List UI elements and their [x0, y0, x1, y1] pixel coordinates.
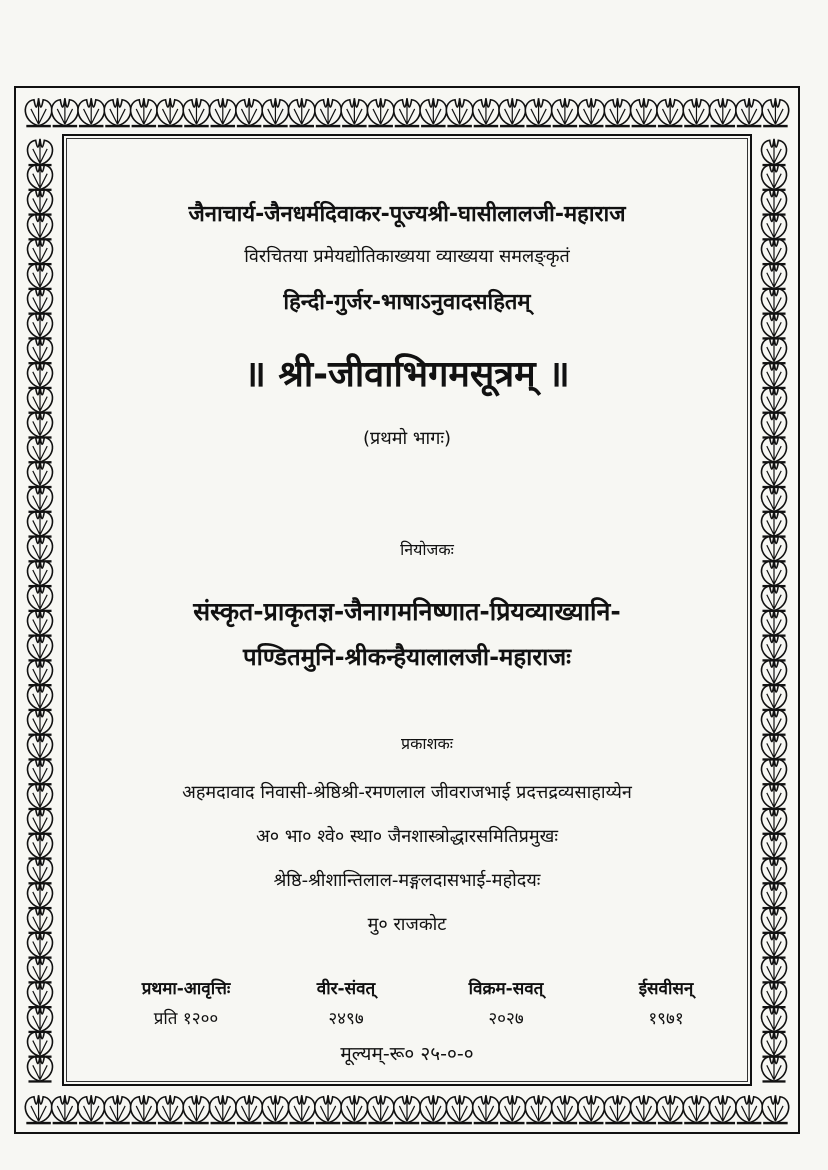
lotus-icon [762, 882, 787, 909]
lotus-icon [28, 139, 53, 166]
lotus-icon [446, 98, 473, 127]
lotus-icon [367, 1095, 394, 1124]
lotus-icon [762, 486, 787, 513]
lotus-icon [157, 98, 184, 127]
lotus-icon [28, 956, 53, 983]
lotus-icon [762, 238, 787, 265]
lotus-icon [473, 98, 500, 127]
lotus-icon [183, 98, 210, 127]
lotus-icon [762, 907, 787, 934]
lotus-icon [28, 188, 53, 215]
edition-info-cell [106, 976, 266, 1029]
lotus-icon [762, 609, 787, 636]
lotus-icon [762, 857, 787, 884]
edition-info-cell [266, 976, 426, 1029]
edition-info-label: ईसवीसन् [638, 979, 694, 999]
lotus-icon [499, 1095, 526, 1124]
page-content [70, 150, 744, 1070]
lotus-icon [762, 188, 787, 215]
publisher-line-4: मु० राजकोट [367, 914, 447, 935]
lotus-icon [28, 585, 53, 612]
translation-line: हिन्दी-गुर्जर-भाषाऽनुवादसहितम् [283, 290, 531, 315]
lotus-icon [341, 1095, 368, 1124]
lotus-icon [28, 362, 53, 389]
lotus-icon [183, 1095, 210, 1124]
lotus-icon [28, 337, 53, 364]
lotus-icon [28, 758, 53, 785]
prakashak-label: प्रकाशकः [401, 734, 453, 753]
lotus-icon [28, 783, 53, 810]
lotus-icon [762, 808, 787, 835]
lotus-icon [762, 560, 787, 587]
lotus-icon [28, 1006, 53, 1033]
lotus-icon [762, 461, 787, 488]
lotus-icon [762, 1055, 787, 1082]
lotus-icon [28, 609, 53, 636]
lotus-icon [28, 436, 53, 463]
lotus-icon [52, 98, 79, 127]
lotus-icon [762, 436, 787, 463]
lotus-icon [367, 98, 394, 127]
lotus-icon [28, 263, 53, 290]
lotus-icon [762, 411, 787, 438]
lotus-icon [28, 708, 53, 735]
lotus-icon [28, 411, 53, 438]
lotus-icon [762, 981, 787, 1008]
lotus-icon [762, 362, 787, 389]
commentary-line: विरचितया प्रमेयद्योतिकाख्यया व्याख्यया समलङ्कृतं [244, 246, 570, 267]
lotus-icon [762, 337, 787, 364]
lotus-icon [762, 510, 787, 537]
lotus-icon [25, 98, 52, 127]
lotus-icon [499, 98, 526, 127]
lotus-icon [710, 98, 737, 127]
lotus-icon [552, 1095, 579, 1124]
lotus-icon [762, 387, 787, 414]
lotus-icon [604, 98, 631, 127]
lotus-icon [28, 213, 53, 240]
lotus-icon [28, 510, 53, 537]
lotus-icon [762, 312, 787, 339]
lotus-icon [28, 832, 53, 859]
author-line: जैनाचार्य-जैनधर्मदिवाकर-पूज्यश्री-घासीलालजी-महाराज [188, 202, 626, 227]
edition-info-value: १९७१ [648, 1009, 684, 1029]
lotus-icon [341, 98, 368, 127]
lotus-icon [28, 1030, 53, 1057]
page-title: ॥ श्री-जीवाभिगमसूत्रम् ॥ [244, 354, 570, 395]
lotus-icon [578, 1095, 605, 1124]
lotus-icon [210, 1095, 237, 1124]
edition-info [106, 976, 746, 1029]
lotus-icon [315, 1095, 342, 1124]
ornament-svg [18, 95, 796, 129]
lotus-icon [473, 1095, 500, 1124]
lotus-icon [28, 684, 53, 711]
lotus-icon [525, 1095, 552, 1124]
edition-info-value: २०२७ [488, 1009, 524, 1029]
ornament-band-top [18, 95, 796, 129]
lotus-icon [262, 98, 289, 127]
edition-info-value: प्रति १२०० [153, 1009, 219, 1029]
lotus-icon [288, 98, 315, 127]
lotus-icon [762, 634, 787, 661]
lotus-icon [288, 1095, 315, 1124]
lotus-icon [762, 1006, 787, 1033]
lotus-icon [762, 832, 787, 859]
lotus-icon [28, 659, 53, 686]
lotus-icon [28, 238, 53, 265]
lotus-icon [28, 535, 53, 562]
publisher-line-1: अहमदावाद निवासी-श्रेष्ठिश्री-रमणलाल जीवराजभाई प्रदत्तद्रव्यसाहाय्येन [182, 782, 632, 803]
lotus-icon [762, 535, 787, 562]
ornament-svg [758, 130, 790, 1090]
lotus-icon [762, 733, 787, 760]
lotus-icon [78, 1095, 105, 1124]
edition-info-cell [586, 976, 746, 1029]
lotus-icon [28, 634, 53, 661]
lotus-icon [25, 1095, 52, 1124]
ornament-svg [24, 130, 56, 1090]
publisher-line-3: श्रेष्ठि-श्रीशान्तिलाल-मङ्गलदासभाई-महोदयः [273, 870, 541, 891]
lotus-icon [28, 164, 53, 191]
lotus-icon [104, 98, 131, 127]
editor-line-1: संस्कृत-प्राकृतज्ञ-जैनागमनिष्णात-प्रियव्याख्यानि- [193, 597, 621, 626]
lotus-icon [262, 1095, 289, 1124]
lotus-icon [736, 98, 763, 127]
lotus-icon [28, 287, 53, 314]
lotus-icon [28, 857, 53, 884]
editor-line-2: पण्डितमुनि-श्रीकन्हैयालालजी-महाराजः [242, 643, 572, 671]
lotus-icon [420, 1095, 447, 1124]
lotus-icon [131, 98, 158, 127]
lotus-icon [762, 139, 787, 166]
lotus-icon [657, 98, 684, 127]
lotus-icon [631, 98, 658, 127]
lotus-icon [52, 1095, 79, 1124]
lotus-icon [394, 1095, 421, 1124]
lotus-icon [446, 1095, 473, 1124]
lotus-icon [28, 882, 53, 909]
lotus-icon [28, 461, 53, 488]
lotus-icon [762, 287, 787, 314]
ornament-band-right [758, 130, 790, 1090]
lotus-icon [762, 758, 787, 785]
lotus-icon [657, 1095, 684, 1124]
lotus-icon [762, 708, 787, 735]
lotus-icon [762, 956, 787, 983]
niyojak-label: नियोजकः [400, 540, 454, 559]
lotus-icon [762, 684, 787, 711]
lotus-icon [710, 1095, 737, 1124]
lotus-icon [28, 387, 53, 414]
lotus-icon [78, 98, 105, 127]
lotus-icon [762, 213, 787, 240]
lotus-icon [762, 585, 787, 612]
lotus-icon [28, 1055, 53, 1082]
part-label: (प्रथमो भागः) [362, 428, 452, 449]
lotus-icon [28, 931, 53, 958]
edition-info-label: विक्रम-सवत् [468, 979, 544, 999]
lotus-icon [236, 98, 263, 127]
ornament-band-left [24, 130, 56, 1090]
lotus-icon [736, 1095, 763, 1124]
publisher-line-2: अ० भा० श्वे० स्था० जैनशास्त्रोद्धारसमितिप्रमुखः [256, 826, 558, 847]
price-line: मूल्यम्-रू० २५-०-० [340, 1043, 474, 1065]
lotus-icon [394, 98, 421, 127]
lotus-icon [762, 931, 787, 958]
lotus-icon [28, 312, 53, 339]
lotus-icon [762, 783, 787, 810]
lotus-icon [104, 1095, 131, 1124]
lotus-icon [762, 164, 787, 191]
lotus-icon [28, 981, 53, 1008]
lotus-icon [420, 98, 447, 127]
lotus-icon [552, 98, 579, 127]
lotus-icon [315, 98, 342, 127]
lotus-icon [28, 560, 53, 587]
lotus-icon [28, 486, 53, 513]
lotus-icon [762, 659, 787, 686]
lotus-icon [236, 1095, 263, 1124]
edition-info-cell [426, 976, 586, 1029]
lotus-icon [762, 263, 787, 290]
edition-info-label: वीर-संवत् [316, 979, 376, 999]
lotus-icon [762, 1030, 787, 1057]
lotus-icon [157, 1095, 184, 1124]
lotus-icon [525, 98, 552, 127]
lotus-icon [28, 907, 53, 934]
ornament-svg [18, 1092, 796, 1126]
lotus-icon [762, 1095, 789, 1124]
lotus-icon [131, 1095, 158, 1124]
edition-info-label: प्रथमा-आवृत्तिः [141, 979, 231, 999]
lotus-icon [631, 1095, 658, 1124]
lotus-icon [604, 1095, 631, 1124]
lotus-icon [683, 98, 710, 127]
lotus-icon [683, 1095, 710, 1124]
lotus-icon [762, 98, 789, 127]
lotus-icon [28, 808, 53, 835]
lotus-icon [578, 98, 605, 127]
edition-info-value: २४९७ [328, 1009, 364, 1029]
lotus-icon [210, 98, 237, 127]
lotus-icon [28, 733, 53, 760]
ornament-band-bottom [18, 1092, 796, 1126]
